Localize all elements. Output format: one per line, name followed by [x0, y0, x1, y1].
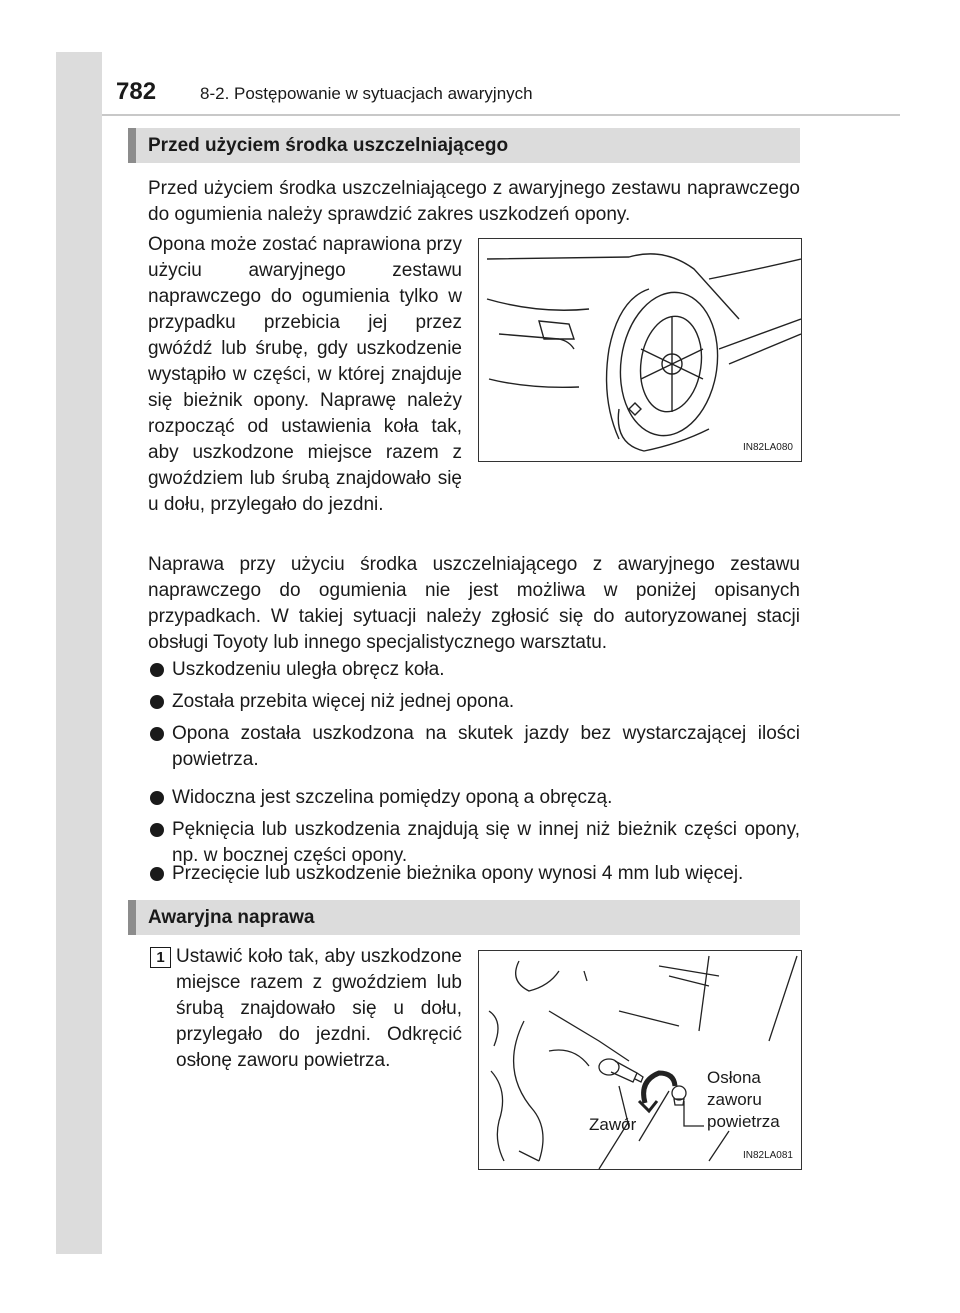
page-number: 782: [116, 78, 157, 105]
step-paragraph: Ustawić koło tak, aby uszkodzone miejsce razem z gwoździem lub śrubą znajdowało się u dołu, przylegało do jezdni. Odkręcić osłonę zaworu powietrza.: [176, 946, 462, 1071]
figure-flat-tire: [478, 238, 802, 462]
bullet-dot-icon: [150, 867, 164, 881]
step-number: 1: [150, 947, 171, 968]
bullet-item: Pęknięcia lub uszkodzenia znajdują się w innej niż bieżnik części opony, np. w bocznej części opony.: [150, 817, 800, 869]
figure-valve-cap: [478, 950, 802, 1170]
section-heading-text: Awaryjna naprawa: [148, 907, 315, 928]
bullet-dot-icon: [150, 791, 164, 805]
section-heading-text: Przed użyciem środka uszczelniającego: [148, 135, 509, 156]
bullet-dot-icon: [150, 695, 164, 709]
limits-paragraph: Naprawa przy użyciu środka uszczelniającego z awaryjnego zestawu naprawczego do ogumienia nie jest możliwa w poniżej opisanych przypadkach. W takiej sytuacji należy zgłosić się do autoryzowanej stacji obsługi Toyoty lub innego specjalistycznego warsztatu.: [148, 554, 800, 653]
label-cap-line3: powietrza: [707, 1112, 780, 1131]
side-paragraph: Opona może zostać naprawiona przy użyciu awaryjnego zestawu naprawczego do ogumienia tylko w przypadku przebicia jej przez gwóźdź lub śrubę, gdy uszkodzenie wystąpiło w części, w której znajduje się bieżnik opony. Naprawę należy rozpocząć od ustawienia koła tak, aby uszkodzone miejsce razem z gwoździem lub śrubą znajdowało się u dołu, przylegało do jezdni.: [148, 234, 462, 515]
bullet-dot-icon: [150, 727, 164, 741]
figure-code: IN82LA080: [742, 442, 793, 453]
bullet-item: Opona została uszkodzona na skutek jazdy bez wystarczającej ilości powietrza.: [150, 721, 800, 773]
header-divider: [102, 114, 900, 116]
label-cap-line2: zaworu: [707, 1090, 762, 1109]
flat-tire-illustration: [479, 239, 801, 461]
label-cap-line1: Osłona: [707, 1068, 761, 1087]
valve-cap-illustration: [479, 951, 801, 1169]
bullet-dot-icon: [150, 823, 164, 837]
label-valve: Zawór: [589, 1115, 637, 1134]
bullet-item: Uszkodzeniu uległa obręcz koła.: [150, 657, 800, 683]
intro-paragraph: Przed użyciem środka uszczelniającego z awaryjnego zestawu naprawczego do ogumienia należy sprawdzić zakres uszkodzeń opony.: [148, 178, 800, 225]
section-heading-before-use: [128, 128, 800, 163]
bullet-item: Została przebita więcej niż jednej opona.: [150, 689, 800, 715]
bullet-item: Przecięcie lub uszkodzenie bieżnika opony wynosi 4 mm lub więcej.: [150, 861, 800, 887]
bullet-dot-icon: [150, 663, 164, 677]
chapter-title: 8-2. Postępowanie w sytuacjach awaryjnych: [200, 84, 533, 103]
side-margin-bar: [56, 52, 102, 1254]
bullet-item: Widoczna jest szczelina pomiędzy oponą a obręczą.: [150, 785, 800, 811]
section-heading-emergency-repair: [128, 900, 800, 935]
figure-code: IN82LA081: [742, 1150, 793, 1161]
